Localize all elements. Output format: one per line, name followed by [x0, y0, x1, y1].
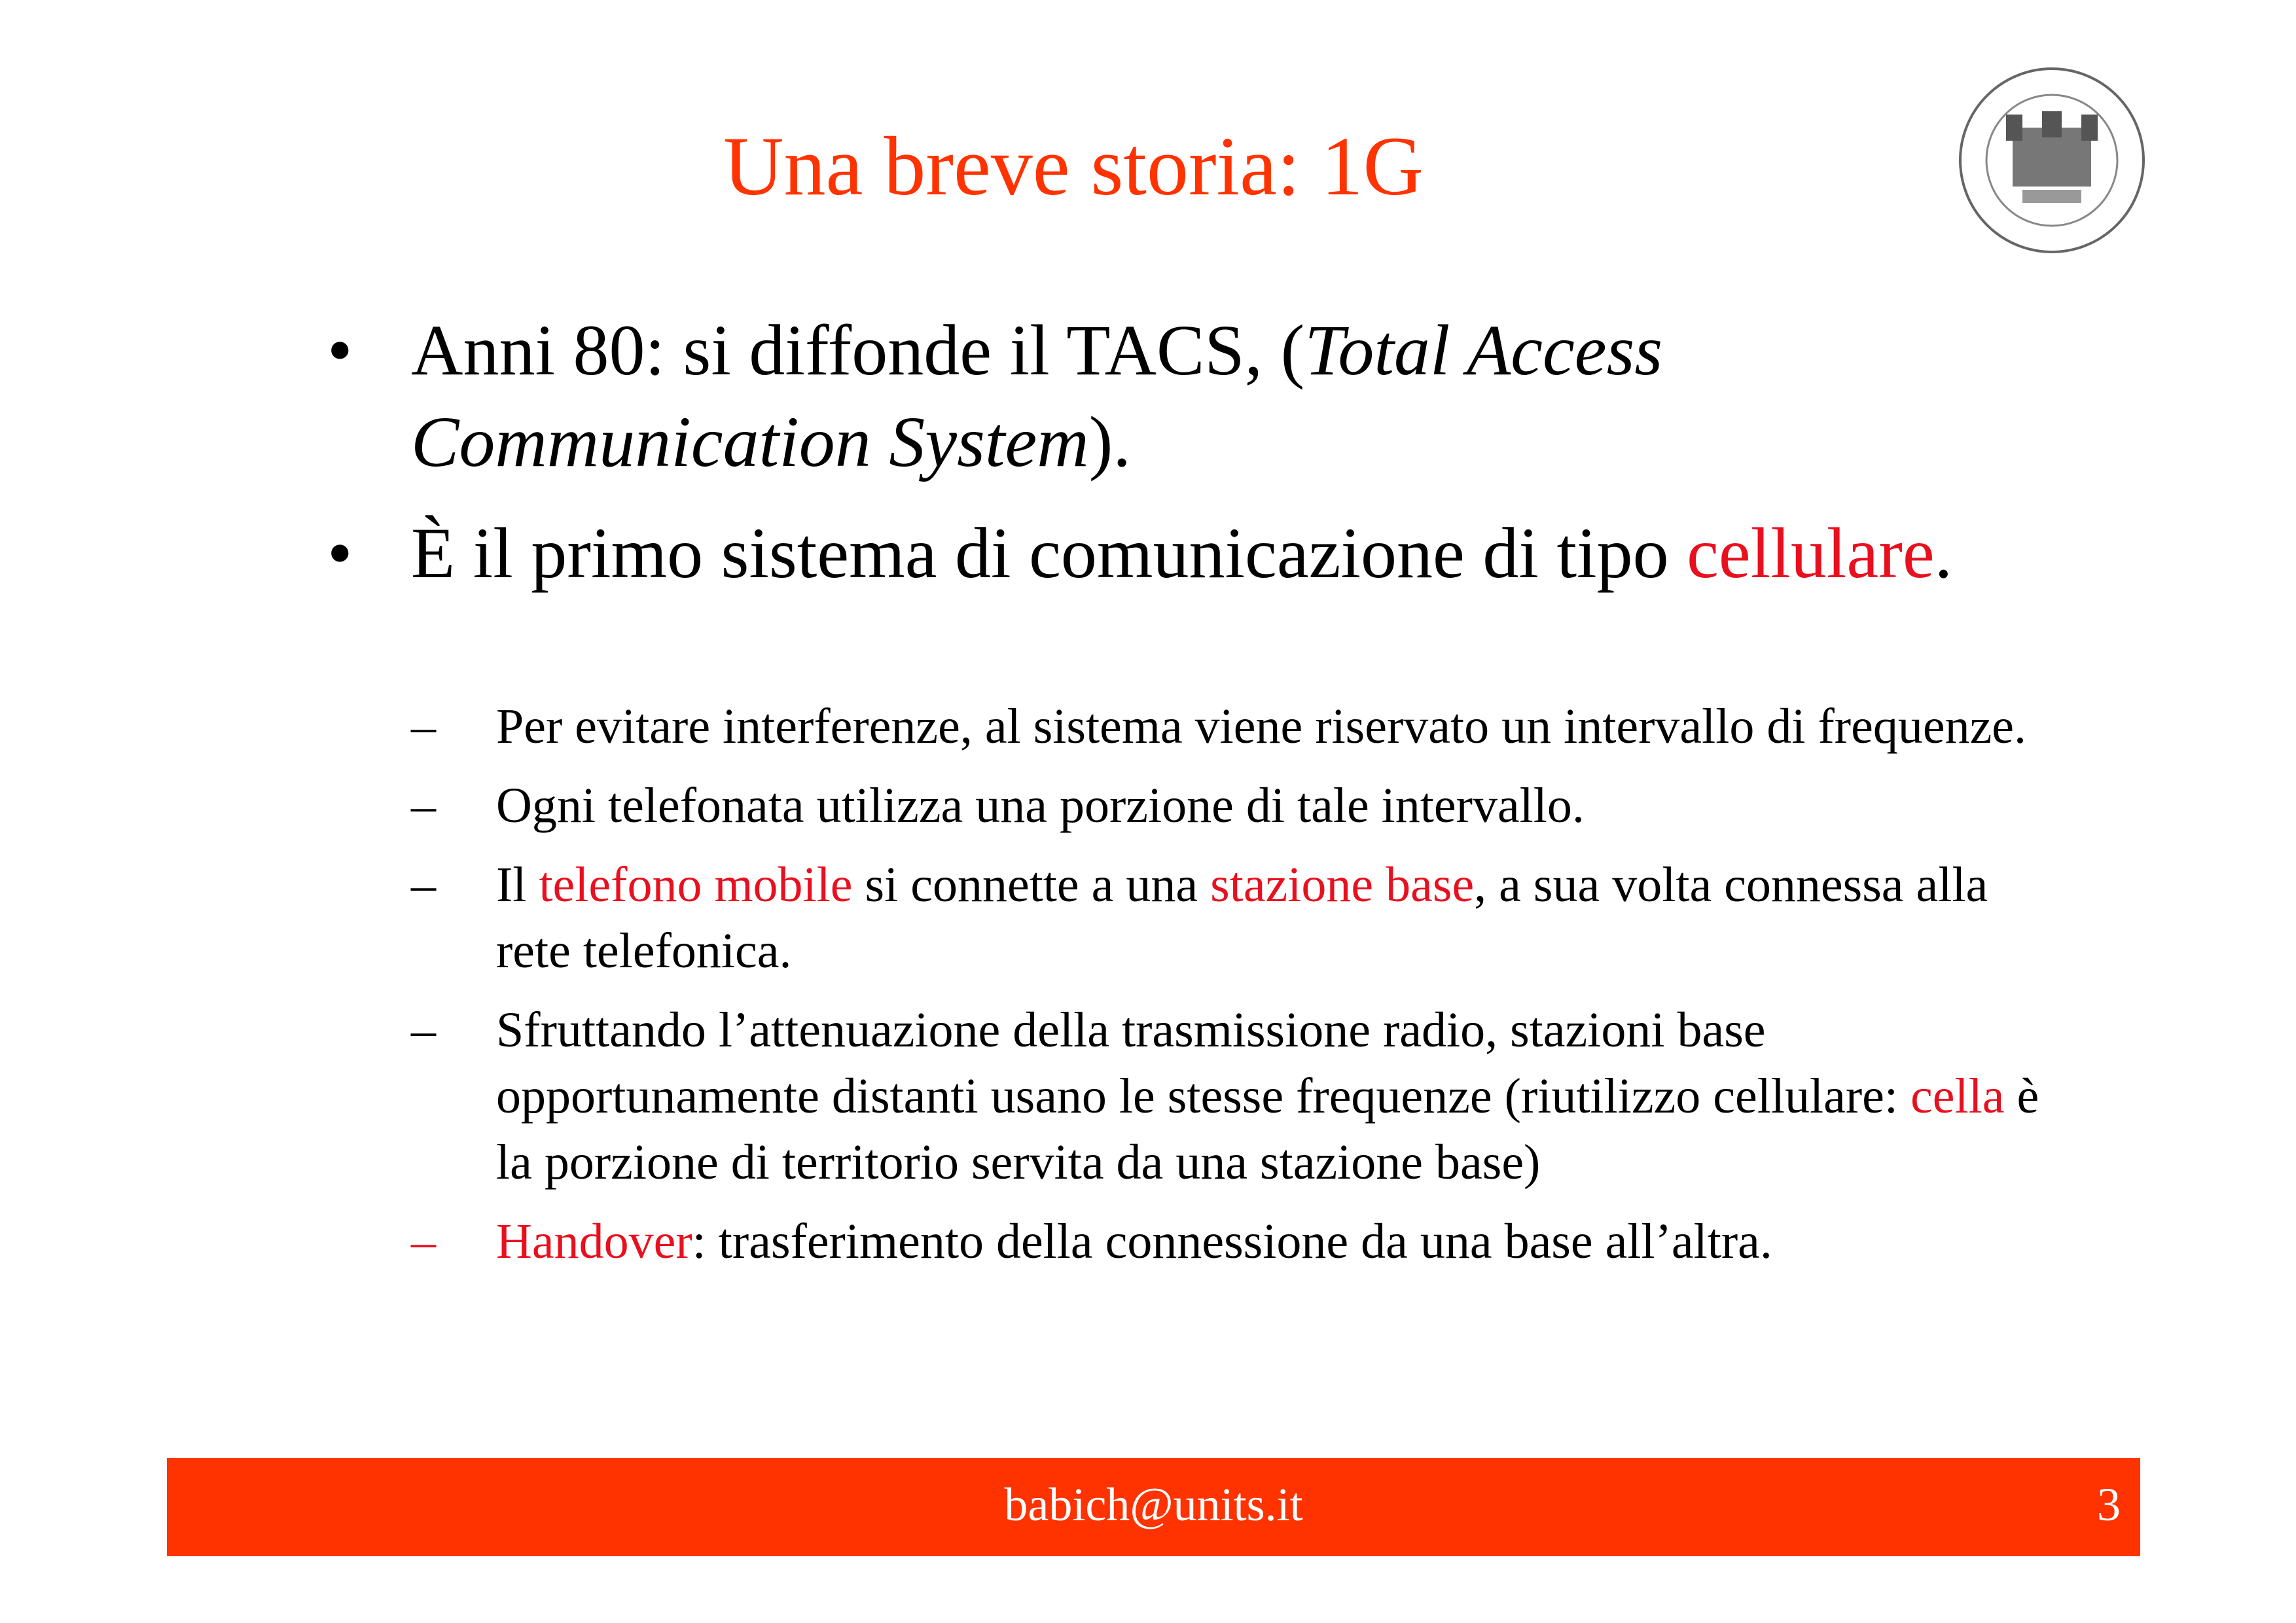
sub-text: Ogni telefonata utilizza una porzione di tale intervallo.	[496, 778, 1585, 833]
sub-item-4	[411, 997, 2060, 1196]
sub-item-2	[411, 773, 2060, 839]
bullet-text-end: .	[1934, 513, 1953, 593]
sub-text: , a sua volta connessa alla rete telefonica.	[496, 857, 1988, 978]
sub-text: si connette a una	[852, 857, 1211, 912]
sub-item-5	[411, 1209, 2060, 1275]
bullet-marker: •	[327, 513, 353, 593]
sub-item-1	[411, 694, 2060, 760]
page-number: 3	[2097, 1478, 2121, 1531]
dash-marker: –	[411, 778, 436, 833]
highlight-telefono-mobile: telefono mobile	[539, 857, 853, 912]
sub-text: è la porzione di territorio servita da una stazione base)	[496, 1069, 2039, 1190]
sub-text: Per evitare interferenze, al sistema viene riservato un intervallo di frequenze.	[496, 699, 2027, 754]
bullet-italic: Total Access Communication System	[411, 310, 1663, 482]
highlight-cellulare: cellulare	[1687, 513, 1935, 593]
bullet-text-end: ).	[1088, 402, 1131, 482]
bullet-marker: •	[327, 310, 353, 390]
bullet-text: È il primo sistema di comunicazione di tipo	[411, 513, 1687, 593]
dash-marker: –	[411, 699, 436, 754]
slide-title: Una breve storia: 1G	[723, 120, 1424, 213]
sub-bullet-list	[411, 694, 2060, 1288]
sub-text: : trasferimento della connessione da una base all’altra.	[692, 1214, 1772, 1269]
university-seal-icon	[1957, 65, 2147, 255]
highlight-cella: cella	[1910, 1069, 2005, 1124]
highlight-handover: Handover	[496, 1214, 692, 1269]
bullet-item-1	[327, 304, 2003, 488]
sub-item-3	[411, 852, 2060, 984]
sub-text: Il	[496, 857, 539, 912]
bullet-item-2	[327, 507, 2003, 599]
footer-email: babich@units.it	[1004, 1478, 1303, 1531]
bullet-text: Anni 80: si diffonde il TACS, (	[411, 310, 1305, 390]
footer-bar	[167, 1458, 2140, 1556]
bullet-list	[327, 304, 2003, 618]
sub-text: Sfruttando l’attenuazione della trasmissione radio, stazioni base opportunamente distanti usano le stesse frequenze (riutilizzo cellulare:	[496, 1003, 1910, 1124]
dash-marker: –	[411, 857, 436, 912]
highlight-stazione-base: stazione base	[1210, 857, 1475, 912]
dash-marker: –	[411, 1214, 436, 1269]
dash-marker: –	[411, 1003, 436, 1058]
